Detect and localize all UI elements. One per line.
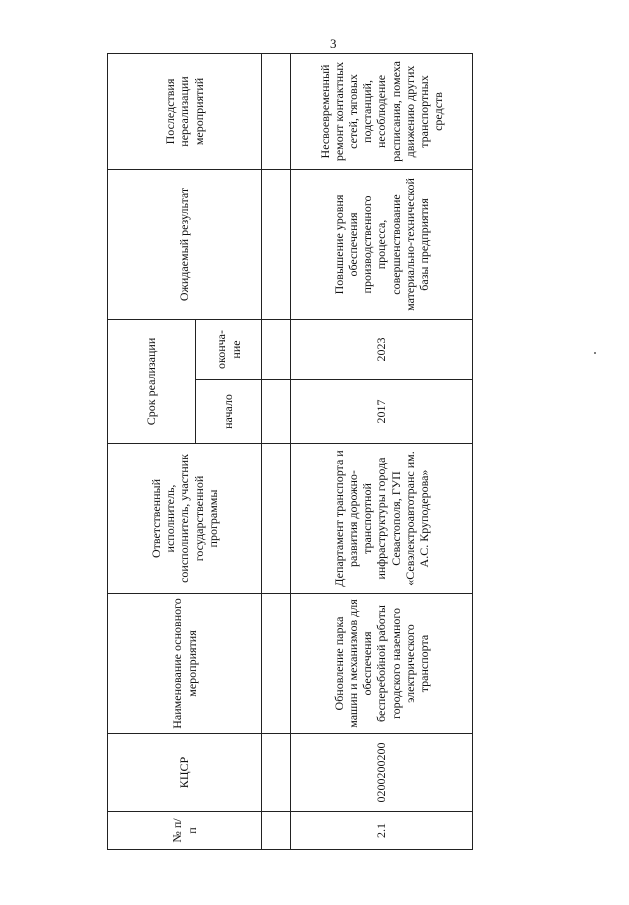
cell-start: 2017	[291, 380, 473, 444]
page-number: 3	[330, 36, 337, 51]
header-term-end: оконча-ние	[196, 319, 262, 379]
cell-num: 2.1	[291, 812, 473, 850]
stray-dot	[594, 352, 596, 354]
header-result: Ожидаемый результат	[108, 169, 262, 319]
cell-end: 2023	[291, 319, 473, 379]
header-responsible: Ответственный исполнитель, соисполнитель, участник государственной программы	[108, 444, 262, 594]
header-kcsr: КЦСР	[108, 734, 262, 812]
cell-consequences: Несвоевременный ремонт контактных сетей, тяговых подстанций, несоблюдение расписания, помеха движению других транспортных средств	[291, 53, 473, 169]
spacer-row	[262, 53, 291, 849]
header-consequences: Последствия нереализации мероприятий	[108, 53, 262, 169]
table-row	[291, 53, 473, 849]
header-name: Наименование основного мероприятия	[108, 594, 262, 734]
header-num: № п/п	[108, 812, 262, 850]
header-term: Срок реализации	[108, 319, 196, 443]
measures-table	[107, 53, 473, 850]
cell-responsible: Департамент транспорта и развития дорожно-транспортной инфраструктуры города Севастополя, ГУП «Севэлектроавтотранс им. А.С. Круподерова»	[291, 444, 473, 594]
cell-result: Повышение уровня обеспечения производственного процесса, совершенствование материально-технической базы предприятия	[291, 169, 473, 319]
rotated-table-wrapper	[107, 54, 473, 850]
cell-kcsr: 0200200200	[291, 734, 473, 812]
cell-name: Обновление парка машин и механизмов для обеспечения бесперебойной работы городского наземного электрического транспорта	[291, 594, 473, 734]
header-row	[108, 53, 196, 849]
header-term-start: начало	[196, 380, 262, 444]
